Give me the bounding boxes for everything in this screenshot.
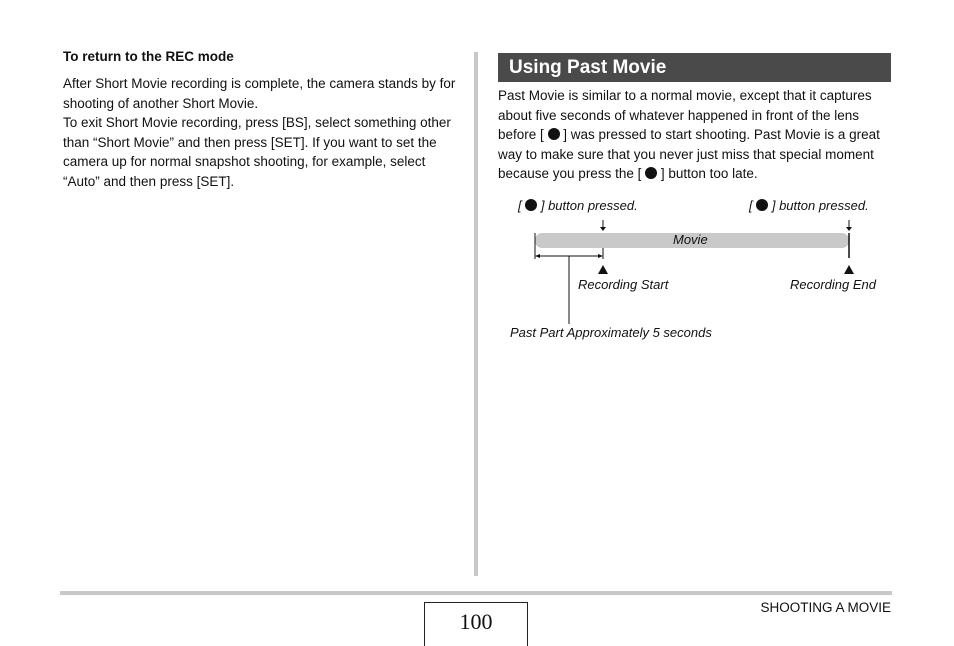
- end-button-pressed-label: [749, 198, 869, 214]
- pressed-suffix: ] button pressed.: [768, 198, 869, 213]
- shutter-button-icon: [548, 128, 560, 140]
- description-part-1: Past Movie is similar to a normal movie, except that it captures about five seconds of whatever happened in front of the lens before [: [498, 88, 872, 142]
- shutter-button-icon: [525, 199, 537, 211]
- section-title: Using Past Movie: [498, 53, 891, 82]
- shutter-button-icon: [756, 199, 768, 211]
- column-divider: [474, 52, 478, 576]
- left-column: [63, 48, 463, 191]
- recording-start-triangle: [598, 265, 608, 274]
- page-number: 100: [424, 602, 528, 646]
- pressed-suffix: ] button pressed.: [537, 198, 638, 213]
- footer-section-title: SHOOTING A MOVIE: [760, 600, 891, 615]
- start-pointer-arrow: [600, 227, 606, 231]
- recording-end-triangle: [844, 265, 854, 274]
- end-pointer-arrow: [846, 227, 852, 231]
- bracket-open: [: [749, 198, 757, 213]
- movie-label: Movie: [673, 232, 708, 247]
- shutter-button-icon: [645, 167, 657, 179]
- recording-end-label: Recording End: [790, 277, 876, 292]
- recording-start-label: Recording Start: [578, 277, 669, 292]
- description-part-2: ] was pressed to start shooting. Past Movie is a great way to make sure that you never just miss that special moment because you press the [: [498, 127, 880, 181]
- bracket-open: [: [518, 198, 526, 213]
- past-part-label: Past Part Approximately 5 seconds: [510, 325, 712, 340]
- past-movie-diagram: [498, 190, 891, 350]
- rec-mode-heading: To return to the REC mode: [63, 49, 234, 64]
- start-button-pressed-label: [518, 198, 638, 214]
- footer-rule: [60, 591, 892, 595]
- right-column: [498, 53, 891, 184]
- past-span-arrow-left: [535, 254, 540, 258]
- exit-short-movie-text: To exit Short Movie recording, press [BS], select something other than “Short Movie” and then press [SET]. If you want to set the camera up for normal snapshot shooting, for example, select “Auto” and then press [SET].: [63, 115, 451, 189]
- past-movie-description: [498, 82, 891, 184]
- past-span-arrow-right: [598, 254, 603, 258]
- short-movie-standby-text: After Short Movie recording is complete, the camera stands by for shooting of another Short Movie.: [63, 76, 456, 111]
- description-part-3: ] button too late.: [657, 166, 758, 181]
